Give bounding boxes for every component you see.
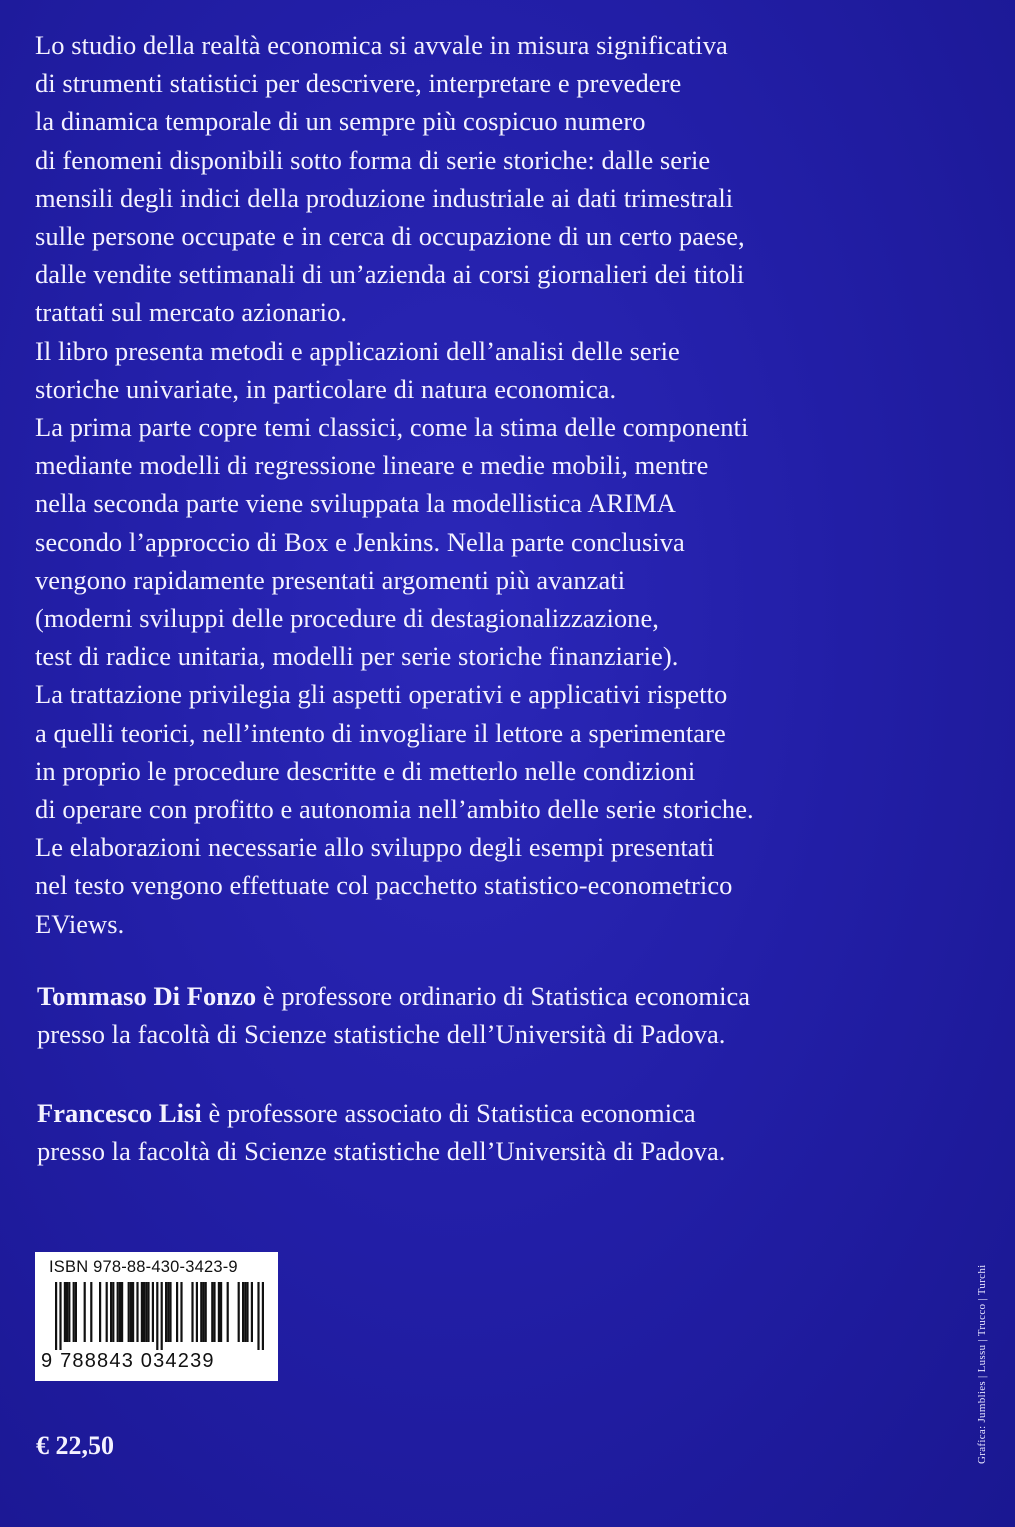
barcode-bar xyxy=(152,1282,154,1342)
description-line: la dinamica temporale di un sempre più cospicuo numero xyxy=(35,106,646,137)
barcode-bar xyxy=(238,1282,240,1342)
barcode-bar xyxy=(257,1282,259,1350)
barcode-bar xyxy=(128,1282,130,1342)
barcode-bar xyxy=(141,1282,143,1342)
barcode-bar xyxy=(161,1282,163,1350)
barcode-bar xyxy=(136,1282,138,1342)
barcode-bar xyxy=(218,1282,220,1342)
barcode-bar xyxy=(59,1282,61,1350)
barcode-bar xyxy=(262,1282,264,1350)
description-line: dalle vendite settimanali di un’azienda ai corsi giornalieri dei titoli xyxy=(35,259,745,290)
price: € 22,50 xyxy=(36,1431,114,1460)
barcode-bar xyxy=(73,1282,75,1342)
barcode-bar xyxy=(200,1282,202,1342)
barcode-bar xyxy=(66,1282,68,1342)
barcode-bar xyxy=(55,1282,57,1350)
author-name: Tommaso Di Fonzo xyxy=(37,981,257,1011)
barcode-bar xyxy=(220,1282,222,1342)
design-credit: Grafica: Jumblies | Lussu | Trucco | Turchi xyxy=(976,1264,988,1464)
description-line: mediante modelli di regressione lineare e medie mobili, mentre xyxy=(35,450,709,481)
barcode-bar xyxy=(244,1282,246,1342)
isbn-barcode xyxy=(35,1252,278,1381)
barcode-bar xyxy=(196,1282,198,1342)
barcode-bar xyxy=(99,1282,101,1342)
description-line: La prima parte copre temi classici, come la stima delle componenti xyxy=(35,412,749,443)
barcode-bar xyxy=(75,1282,77,1342)
barcode-bar xyxy=(211,1282,213,1342)
barcode-bar xyxy=(227,1282,229,1342)
author-name: Francesco Lisi xyxy=(37,1098,202,1128)
barcode-bar xyxy=(242,1282,244,1342)
barcode-bar xyxy=(191,1282,193,1342)
barcode-bar xyxy=(143,1282,145,1342)
author-bio-di-fonzo xyxy=(37,977,937,1053)
description-line: (moderni sviluppi delle procedure di destagionalizzazione, xyxy=(35,603,659,634)
description-line: nel testo vengono effettuate col pacchetto statistico-econometrico xyxy=(35,870,733,901)
barcode-bar xyxy=(147,1282,149,1342)
barcode-bar xyxy=(90,1282,92,1342)
barcode-bar xyxy=(110,1282,112,1342)
description-line: Lo studio della realtà economica si avvale in misura significativa xyxy=(35,30,728,60)
description-line: storiche univariate, in particolare di natura economica. xyxy=(35,373,617,404)
description-line: La trattazione privilegia gli aspetti operativi e applicativi rispetto xyxy=(35,679,728,710)
ean-digits: 9 788843 034239 xyxy=(41,1350,215,1372)
author-role: è professore associato di Statistica economica xyxy=(201,1098,696,1128)
barcode-bar xyxy=(213,1282,215,1342)
isbn-label: ISBN 978-88-430-3423-9 xyxy=(49,1258,238,1276)
description-line: Il libro presenta metodi e applicazioni dell’analisi delle serie xyxy=(35,335,680,366)
author-role: è professore ordinario di Statistica economica xyxy=(256,981,751,1011)
description-line: sulle persone occupate e in cerca di occupazione di un certo paese, xyxy=(35,221,745,252)
description-line: di fenomeni disponibili sotto forma di serie storiche: dalle serie xyxy=(35,144,711,175)
barcode-bar xyxy=(68,1282,70,1342)
barcode-bar xyxy=(202,1282,204,1342)
description-line: in proprio le procedure descritte e di metterlo nelle condizioni xyxy=(35,755,696,786)
barcode-bar xyxy=(117,1282,119,1342)
barcode-bar xyxy=(167,1282,169,1342)
barcode-bar xyxy=(106,1282,108,1342)
barcode-bar xyxy=(84,1282,86,1342)
barcode-bar xyxy=(205,1282,207,1342)
description-line: di operare con profitto e autonomia nell’ambito delle serie storiche. xyxy=(35,794,754,825)
description-line: vengono rapidamente presentati argomenti più avanzati xyxy=(35,564,626,595)
barcode-bar xyxy=(156,1282,158,1350)
barcode-bar xyxy=(176,1282,178,1342)
barcode-bar xyxy=(130,1282,132,1342)
barcode-bar xyxy=(132,1282,134,1342)
description-line: di strumenti statistici per descrivere, interpretare e prevedere xyxy=(35,68,682,99)
barcode-bar xyxy=(246,1282,248,1342)
barcode-bar xyxy=(169,1282,171,1342)
barcode-bar xyxy=(64,1282,66,1342)
barcode-bar xyxy=(121,1282,123,1342)
description-line: Le elaborazioni necessarie allo sviluppo degli esempi presentati xyxy=(35,832,715,863)
barcode-bar xyxy=(165,1282,167,1342)
author-affiliation: presso la facoltà di Scienze statistiche dell’Università di Padova. xyxy=(37,1019,726,1049)
description-line: test di radice unitaria, modelli per serie storiche finanziarie). xyxy=(35,641,679,672)
author-affiliation: presso la facoltà di Scienze statistiche dell’Università di Padova. xyxy=(37,1136,726,1166)
barcode-bar xyxy=(112,1282,114,1342)
barcode-bar xyxy=(119,1282,121,1342)
description-line: nella seconda parte viene sviluppata la modellistica ARIMA xyxy=(35,488,676,519)
description-line: mensili degli indici della produzione industriale ai dati trimestrali xyxy=(35,182,734,213)
description-line: trattati sul mercato azionario. xyxy=(35,297,348,328)
barcode-bar xyxy=(145,1282,147,1342)
description-line: EViews. xyxy=(35,908,125,939)
barcode-bar xyxy=(251,1282,253,1342)
book-description xyxy=(35,26,935,943)
author-bio-lisi xyxy=(37,1094,937,1170)
description-line: secondo l’approccio di Box e Jenkins. Nella parte conclusiva xyxy=(35,526,685,557)
description-line: a quelli teorici, nell’intento di invogliare il lettore a sperimentare xyxy=(35,717,726,748)
barcode-bar xyxy=(180,1282,182,1342)
